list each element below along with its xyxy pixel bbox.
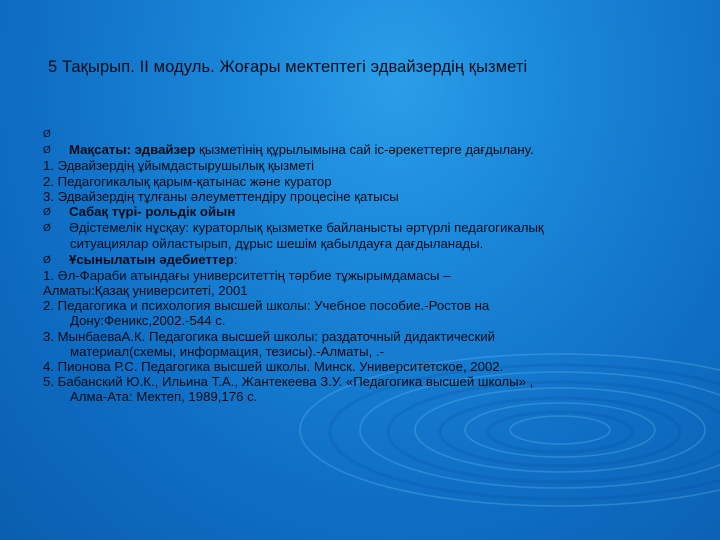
- list-item: 3. Эдвайзердің тұлғаны әлеуметтендіру процесіне қатысы: [43, 188, 399, 204]
- item-number: 3.: [43, 188, 54, 204]
- item-number: 2.: [43, 298, 54, 314]
- reference-continuation: Дону:Феникс,2002.-544 с.: [70, 313, 226, 329]
- item-number: 3.: [43, 328, 54, 344]
- arrow-bullet-icon: Ø: [43, 254, 51, 266]
- list-item-goal: [43, 142, 683, 158]
- item-number: 4.: [43, 359, 54, 375]
- goal-text: қызметінің құрылымына сай іс-әрекеттерге дағдылану.: [195, 142, 534, 158]
- reference-item: 3. МынбаеваА.К. Педагогика высшей школы: раздаточный дидактический: [43, 328, 496, 344]
- slide-body: [43, 126, 683, 405]
- reference-continuation: материал(схемы, информация, тезисы).-Алматы, .-: [70, 343, 385, 359]
- item-number: 1.: [43, 267, 54, 283]
- arrow-bullet-icon: Ø: [43, 129, 51, 140]
- reference-item: 2. Педагогика и психология высшей школы: Учебное пособие.-Ростов на: [43, 298, 490, 314]
- literature-label: Ұсынылатын әдебиеттер: [69, 251, 234, 267]
- arrow-bullet-icon: Ø: [43, 145, 51, 157]
- slide-title: 5 Тақырып. ІІ модуль. Жоғары мектептегі эдвайзердің қызметі: [48, 58, 528, 76]
- arrow-bullet-icon: Ø: [43, 207, 51, 219]
- list-item: [43, 126, 683, 142]
- list-item-continuation: ситуациялар ойластырып, дұрыс шешім қабылдауға дағдыланады.: [70, 236, 484, 252]
- list-item: 1. Эдвайзердің ұйымдастырушылық қызметі: [43, 158, 315, 174]
- reference-continuation: Алма-Ата: Мектеп, 1989,176 с.: [70, 389, 258, 405]
- arrow-bullet-icon: Ø: [43, 223, 51, 235]
- goal-label: Мақсаты: эдвайзер: [69, 142, 196, 158]
- list-item-method-note: Ø Әдістемелік нұсқау: кураторлық қызметке байланысты әртүрлі педагогикалық: [43, 220, 544, 236]
- lesson-type-label: Сабақ түрі- рольдік ойын: [69, 204, 236, 220]
- reference-continuation: Алматы:Қазақ университеті, 2001: [43, 283, 248, 299]
- item-number: 5.: [43, 374, 54, 390]
- list-item-literature-heading: Ø Ұсынылатын әдебиеттер:: [43, 251, 238, 267]
- list-item: 2. Педагогикалық қарым-қатынас және куратор: [43, 173, 332, 189]
- reference-item: 4. Пионова Р.С. Педагогика высшей школы. Минск. Университетское, 2002.: [43, 359, 504, 375]
- item-number: 1.: [43, 158, 54, 174]
- list-item-lesson-type: [43, 204, 683, 220]
- reference-item: 1. Әл-Фараби атындағы университеттің тәрбие тұжырымдамасы –: [43, 267, 451, 283]
- item-number: 2.: [43, 173, 54, 189]
- reference-item: 5. Бабанский Ю.К., Ильина Т.А., Жантекеева З.У. «Педагогика высшей школы» ,: [43, 374, 534, 390]
